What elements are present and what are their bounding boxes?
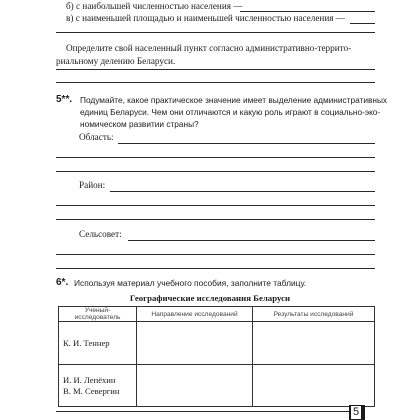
answer-line[interactable] [56,82,375,83]
task-5-text-line2: единиц Беларуси. Чем они отличаются и какую роль играют в социально-эко- [80,107,381,117]
page-number: 5 [353,406,360,418]
footer-rule [56,411,350,412]
scientist-name: К. И. Теннер [63,337,110,348]
column-header-direction: Направление исследований [137,307,253,322]
scientist-cell [59,322,137,365]
results-cell[interactable] [253,322,375,365]
selsovet-label: Сельсовет: [79,229,122,239]
answer-line[interactable] [56,171,375,172]
answer-line[interactable] [56,219,375,220]
task-5-text-line3: номическом развитии страны? [80,119,199,129]
scientist-name: В. М. Севергин [63,385,120,396]
table-row [59,322,375,365]
answer-prompt-v: в) с наименьшей площадью и наименьшей численностью населения — [66,13,345,23]
answer-line[interactable] [56,157,375,158]
answer-line[interactable] [56,254,375,255]
answer-prompt-b: б) с наибольшей численностью населения — [66,1,243,11]
scientist-name: И. И. Лепёхин [63,374,116,385]
table-header-row [59,307,375,322]
selsovet-answer-line[interactable] [128,240,375,241]
task-5-text-line1: Подумайте, какое практическое значение имеет выделение административных [80,95,388,105]
task-6-number: 6*. [56,277,69,288]
task-6-text: Используя материал учебного пособия, заполните таблицу. [74,278,307,288]
table-title: Географические исследования Беларуси [129,293,291,303]
column-header-scientist: Ученый-исследователь [59,307,137,322]
task-5-number: 5**. [56,94,73,105]
answer-line[interactable] [56,268,375,269]
direction-cell[interactable] [137,365,253,407]
answer-line[interactable] [56,69,375,70]
answer-line[interactable] [56,32,375,33]
direction-cell[interactable] [137,322,253,365]
table-row [59,365,375,407]
oblast-answer-line[interactable] [118,143,375,144]
answer-line[interactable] [56,205,375,206]
rayon-label: Район: [79,180,106,190]
oblast-label: Область: [79,132,114,142]
column-header-results: Результаты исследований [253,307,375,322]
determine-text-line2: риальному делению Беларуси. [56,56,176,66]
determine-text-line1: Определите свой населенный пункт согласно административно-террито- [66,43,352,53]
research-table [58,306,375,407]
answer-line-v[interactable] [350,23,375,24]
rayon-answer-line[interactable] [110,191,375,192]
scientist-cell [59,365,137,407]
results-cell[interactable] [253,365,375,407]
